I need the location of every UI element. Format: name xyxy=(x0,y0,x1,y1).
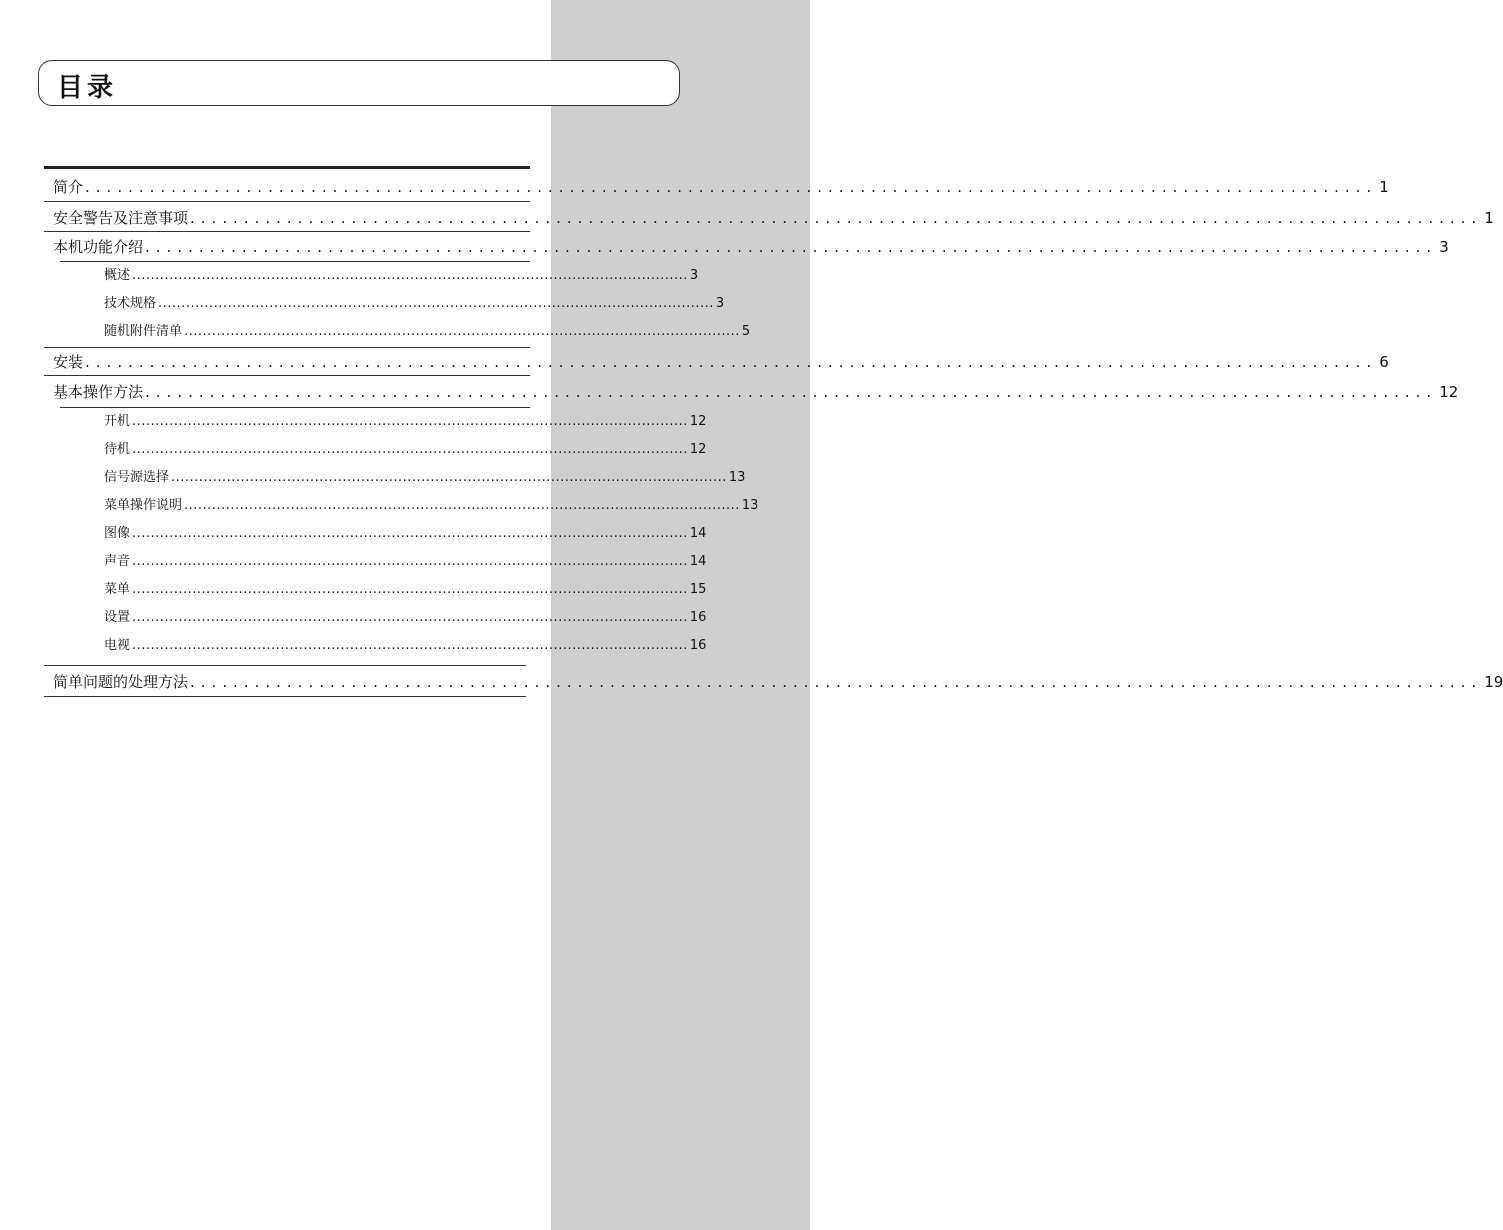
toc-leader-dots: ........................................................................................................................ xyxy=(145,238,1438,256)
toc-leader-dots: ........................................................................................................................ xyxy=(85,353,1378,371)
divider xyxy=(44,665,526,666)
toc-page-number: 19 xyxy=(1484,673,1503,691)
divider xyxy=(44,375,530,376)
divider xyxy=(44,201,530,202)
toc-entry-label: 开机 xyxy=(104,414,131,429)
toc-page-number: 16 xyxy=(689,638,707,653)
divider xyxy=(44,347,530,348)
toc-subentry-accessories[interactable] xyxy=(104,322,751,342)
toc-entry-label: 概述 xyxy=(104,268,131,283)
toc-leader-dots: ........................................................................................................................ xyxy=(132,526,688,541)
toc-page-number: 3 xyxy=(689,268,699,283)
toc-entry-label: 信号源选择 xyxy=(104,470,170,485)
toc-page-number: 14 xyxy=(689,526,707,541)
toc-subentry-menu-ops[interactable] xyxy=(104,496,759,516)
toc-subentry-overview[interactable] xyxy=(104,266,699,286)
toc-entry-label: 安装 xyxy=(53,353,84,371)
toc-page-number: 13 xyxy=(741,498,759,513)
toc-page-number: 3 xyxy=(1439,238,1449,256)
title-banner xyxy=(38,60,680,106)
toc-page-number: 15 xyxy=(689,582,707,597)
toc-entry-label: 菜单 xyxy=(104,582,131,597)
toc-entry-intro[interactable] xyxy=(53,176,1389,198)
toc-subentry-menu[interactable] xyxy=(104,580,707,600)
toc-entry-label: 简介 xyxy=(53,178,84,196)
toc-entry-label: 菜单操作说明 xyxy=(104,498,183,513)
toc-leader-dots: ........................................................................................................................ xyxy=(190,209,1483,227)
toc-entry-label: 安全警告及注意事项 xyxy=(53,209,189,227)
toc-entry-label: 声音 xyxy=(104,554,131,569)
toc-entry-label: 简单问题的处理方法 xyxy=(53,673,189,691)
toc-subentry-specs[interactable] xyxy=(104,294,725,314)
toc-leader-dots: ........................................................................................................................ xyxy=(184,324,740,339)
toc-leader-dots: ........................................................................................................................ xyxy=(132,554,688,569)
toc-entry-label: 设置 xyxy=(104,610,131,625)
toc-leader-dots: ........................................................................................................................ xyxy=(158,296,714,311)
toc-subentry-settings[interactable] xyxy=(104,608,707,628)
toc-subentry-standby[interactable] xyxy=(104,440,707,460)
toc-entry-troubleshooting[interactable] xyxy=(53,671,1503,693)
toc-leader-dots: ........................................................................................................................ xyxy=(132,414,688,429)
toc-entry-label: 图像 xyxy=(104,526,131,541)
toc-leader-dots: ........................................................................................................................ xyxy=(132,442,688,457)
toc-entry-label: 随机附件清单 xyxy=(104,324,183,339)
toc-leader-dots: ........................................................................................................................ xyxy=(132,582,688,597)
toc-page-number: 12 xyxy=(1439,383,1459,401)
toc-entry-label: 电视 xyxy=(104,638,131,653)
toc-page-number: 1 xyxy=(1379,178,1389,196)
top-rule xyxy=(44,166,530,169)
page-title: 目录 xyxy=(57,73,118,103)
toc-leader-dots: ........................................................................................................................ xyxy=(145,383,1438,401)
toc-page-number: 6 xyxy=(1379,353,1389,371)
toc-leader-dots: ........................................................................................................................ xyxy=(171,470,727,485)
toc-entry-label: 基本操作方法 xyxy=(53,383,144,401)
toc-page-number: 12 xyxy=(689,442,707,457)
toc-page-number: 1 xyxy=(1484,209,1494,227)
toc-page-number: 12 xyxy=(689,414,707,429)
toc-leader-dots: ........................................................................................................................ xyxy=(132,638,688,653)
toc-subentry-sound[interactable] xyxy=(104,552,707,572)
divider xyxy=(44,231,530,232)
toc-subentry-tv[interactable] xyxy=(104,636,707,656)
toc-leader-dots: ........................................................................................................................ xyxy=(184,498,740,513)
toc-entry-label: 待机 xyxy=(104,442,131,457)
divider xyxy=(60,261,530,262)
toc-entry-safety[interactable] xyxy=(53,207,1494,229)
toc-subentry-power-on[interactable] xyxy=(104,412,707,432)
toc-leader-dots: ........................................................................................................................ xyxy=(132,610,688,625)
toc-entry-basic-ops[interactable] xyxy=(53,381,1459,403)
toc-subentry-source-select[interactable] xyxy=(104,468,746,488)
toc-page-number: 13 xyxy=(728,470,746,485)
divider xyxy=(44,696,526,697)
toc-leader-dots: ........................................................................................................................ xyxy=(132,268,688,283)
toc-entry-label: 本机功能介绍 xyxy=(53,238,144,256)
toc-leader-dots: ........................................................................................................................ xyxy=(190,673,1483,691)
toc-subentry-picture[interactable] xyxy=(104,524,707,544)
toc-entry-install[interactable] xyxy=(53,351,1389,373)
toc-page-number: 5 xyxy=(741,324,751,339)
toc-entry-features[interactable] xyxy=(53,236,1449,258)
toc-leader-dots: ........................................................................................................................ xyxy=(85,178,1378,196)
toc-page-number: 16 xyxy=(689,610,707,625)
toc-page-number: 14 xyxy=(689,554,707,569)
toc-page-number: 3 xyxy=(715,296,725,311)
divider xyxy=(60,407,530,408)
toc-entry-label: 技术规格 xyxy=(104,296,157,311)
